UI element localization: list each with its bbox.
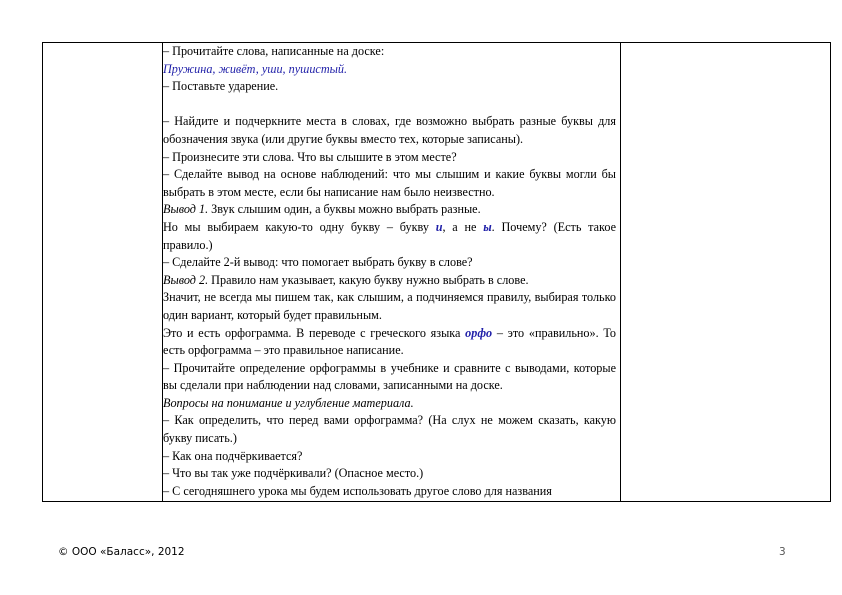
text-line: – Что вы так уже подчёркивали? (Опасное место.) bbox=[163, 466, 424, 481]
text-line: – Прочитайте слова, написанные на доске: bbox=[163, 44, 385, 58]
text-line: – С сегодняшнего урока мы будем использовать другое слово для названия bbox=[163, 483, 552, 498]
text-line: Значит, не всегда мы пишем так, как слышим, а подчиняемся правилу, выбирая только один вариант, который будет правильным. bbox=[163, 290, 616, 322]
text-line: – Найдите и подчеркните места в словах, где возможно выбрать разные буквы для обозначения звука (или другие буквы вместо тех, которые записаны). bbox=[163, 114, 616, 146]
lesson-content bbox=[163, 43, 616, 501]
orfo-line: Это и есть орфограмма. В переводе с греческого языка орфо – это «правильно». То есть орфограмма – это правильное написание. bbox=[163, 325, 616, 358]
text-line: – Сделайте вывод на основе наблюдений: что мы слышим и какие буквы могли бы выбрать в этом месте, если бы написание нам было неизвестно. bbox=[163, 167, 616, 199]
conclusion-1: Вывод 1. Звук слышим один, а буквы можно выбрать разные. bbox=[163, 202, 481, 217]
text-line: – Произнесите эти слова. Что вы слышите в этом месте? bbox=[163, 149, 457, 164]
text-line: – Как определить, что перед вами орфограмма? (На слух не можем сказать, какую букву писать.) bbox=[163, 413, 616, 446]
conclusion-label: Вывод 2. bbox=[163, 272, 209, 287]
text-line: – Как она подчёркивается? bbox=[163, 448, 303, 463]
blank-line bbox=[163, 96, 616, 114]
page-number: 3 bbox=[779, 546, 786, 558]
conclusion-label: Вывод 1. bbox=[163, 202, 209, 217]
letter-i: и bbox=[435, 219, 443, 234]
letter-y: ы bbox=[483, 219, 492, 234]
text-line: – Прочитайте определение орфограммы в учебнике и сравните с выводами, которые вы сделали при наблюдении над словами, записанными на доске. bbox=[163, 360, 616, 393]
column-divider-right bbox=[620, 43, 621, 501]
text-line: – Поставьте ударение. bbox=[163, 79, 279, 94]
text-line: – Сделайте 2-й вывод: что помогает выбрать букву в слове? bbox=[163, 255, 473, 270]
orfo-word: орфо bbox=[465, 325, 493, 340]
footer-copyright: © ООО «Баласс», 2012 bbox=[58, 546, 185, 558]
conclusion-2: Вывод 2. Правило нам указывает, какую букву нужно выбрать в слове. bbox=[163, 272, 529, 287]
questions-heading: Вопросы на понимание и углубление материала. bbox=[163, 395, 414, 410]
board-words: Пружина, живёт, уши, пушистый. bbox=[163, 61, 348, 76]
letters-line: Но мы выбираем какую-то одну букву – букву и, а не ы. Почему? (Есть такое правило.) bbox=[163, 219, 616, 252]
